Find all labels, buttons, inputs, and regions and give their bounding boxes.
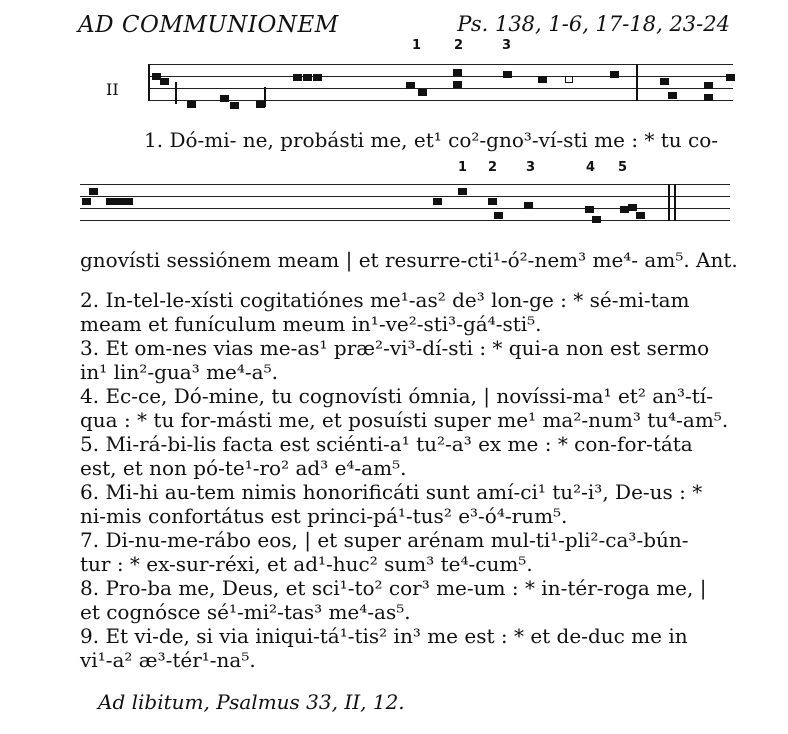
verse-7 xyxy=(80,528,730,576)
verse-line: vi¹-a² æ³-tér¹-na⁵. xyxy=(80,648,256,672)
staff1-lyric: 1. Dó-mi- ne, probásti me, et¹ co²-gno³-ví-sti me : * tu co- xyxy=(144,128,719,152)
verse-line: 7. Di-nu-me-rábo eos, | et super arénam mul-ti¹-pli²-ca³-bún- xyxy=(80,528,689,552)
verse-line: meam et funículum meum in¹-ve²-sti³-gá⁴-sti⁵. xyxy=(80,312,542,336)
verse-4 xyxy=(80,384,730,432)
marker: 2 xyxy=(488,160,498,175)
verse-6 xyxy=(80,480,730,528)
verse-line: qua : * tu for-másti me, et posuísti super me¹ ma²-num³ tu⁴-am⁵. xyxy=(80,408,729,432)
verse-5 xyxy=(80,432,730,480)
verse-line: et cognósce sé¹-mi²-tas³ me⁴-as⁵. xyxy=(80,600,411,624)
verse-line: 5. Mi-rá-bi-lis facta est sciénti-a¹ tu²-a³ ex me : * con-for-táta xyxy=(80,432,693,456)
marker: 4 xyxy=(586,160,596,175)
verse-3 xyxy=(80,336,730,384)
verse-line: 8. Pro-ba me, Deus, et sci¹-to² cor³ me-um : * in-tér-roga me, | xyxy=(80,576,707,600)
staff2-lyric: gnovísti sessiónem meam | et resurre-cti¹-ó²-nem³ me⁴- am⁵. Ant. xyxy=(80,248,738,272)
marker: 2 xyxy=(454,38,464,53)
staff1 xyxy=(148,64,733,112)
marker: 5 xyxy=(618,160,628,175)
marker: 3 xyxy=(502,38,512,53)
verse-9 xyxy=(80,624,730,672)
verse-2 xyxy=(80,288,730,336)
marker: 1 xyxy=(412,38,422,53)
psalm-reference: Ps. 138, 1-6, 17-18, 23-24 xyxy=(457,12,730,36)
marker: 3 xyxy=(526,160,536,175)
verse-line: est, et non pó-te¹-ro² ad³ e⁴-am⁵. xyxy=(80,456,407,480)
footer-note: Ad libitum, Psalmus 33, II, 12. xyxy=(98,690,405,714)
verse-line: 3. Et om-nes vias me-as¹ præ²-vi³-dí-sti : * qui-a non est sermo xyxy=(80,336,710,360)
verse-line: 9. Et vi-de, si via iniqui-tá¹-tis² in³ me est : * et de-duc me in xyxy=(80,624,688,648)
verse-8 xyxy=(80,576,730,624)
antiphon-title: AD COMMUNIONEM xyxy=(78,12,339,38)
verse-line: ni-mis confortátus est princi-pá¹-tus² e³-ó⁴-rum⁵. xyxy=(80,504,568,528)
verse-line: tur : * ex-sur-réxi, et ad¹-huc² sum³ te⁴-cum⁵. xyxy=(80,552,533,576)
mode-number: II xyxy=(106,80,119,99)
verse-line: in¹ lin²-gua³ me⁴-a⁵. xyxy=(80,360,278,384)
verse-line: 4. Ec-ce, Dó-mine, tu cognovísti ómnia, | novíssi-ma¹ et² an³-tí- xyxy=(80,384,713,408)
staff2 xyxy=(80,184,730,232)
verse-line: 2. In-tel-le-xísti cogitatiónes me¹-as² de³ lon-ge : * sé-mi-tam xyxy=(80,288,690,312)
verse-line: 6. Mi-hi au-tem nimis honorificáti sunt amí-ci¹ tu²-i³, De-us : * xyxy=(80,480,703,504)
marker: 1 xyxy=(458,160,468,175)
